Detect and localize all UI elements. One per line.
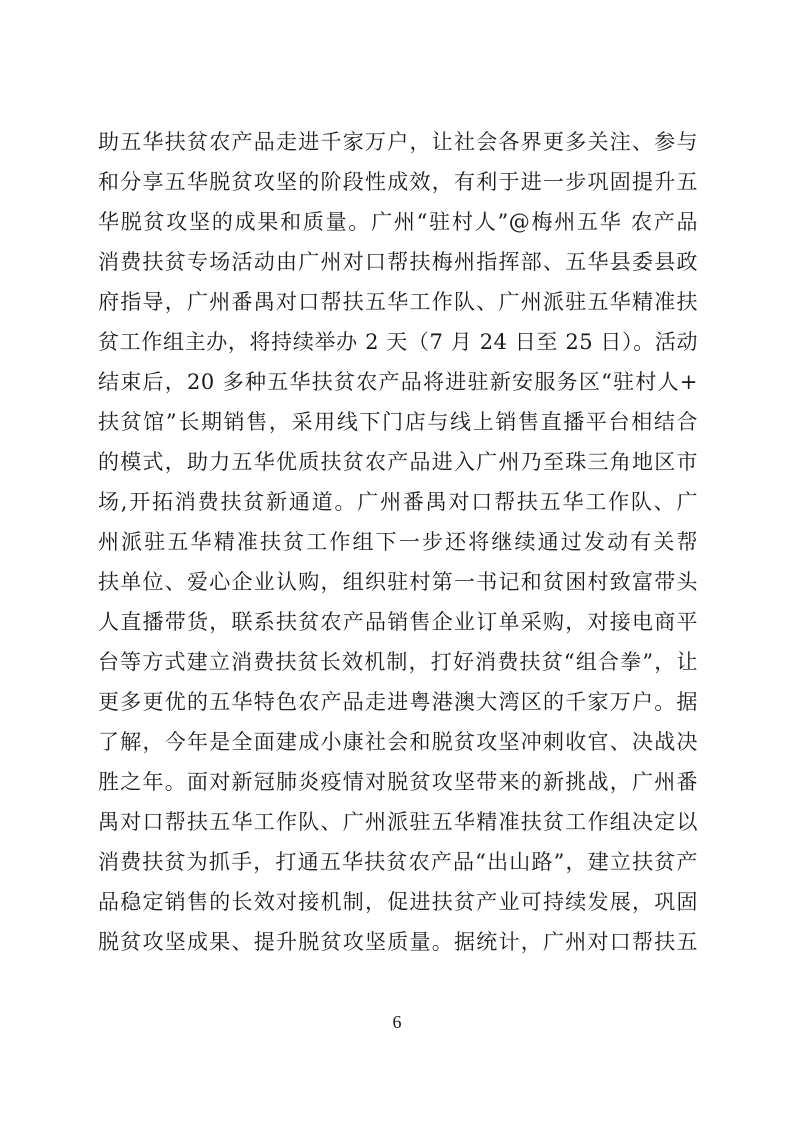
text-line: 胜之年。面对新冠肺炎疫情对脱贫攻坚带来的新挑战，广州番 (98, 770, 698, 794)
body-text (98, 122, 698, 962)
text-line: 台等方式建立消费扶贫长效机制，打好消费扶贫“组合拳”，让 (98, 650, 698, 674)
text-line: 消费扶贫专场活动由广州对口帮扶梅州指挥部、五华县委县政 (98, 250, 698, 274)
text-line: 助五华扶贫农产品走进千家万户，让社会各界更多关注、参与 (98, 130, 698, 154)
text-line: 了解，今年是全面建成小康社会和脱贫攻坚冲刺收官、决战决 (98, 730, 698, 754)
text-line: 和分享五华脱贫攻坚的阶段性成效，有利于进一步巩固提升五 (98, 170, 698, 194)
text-line: 禺对口帮扶五华工作队、广州派驻五华精准扶贫工作组决定以 (98, 810, 698, 834)
text-line: 贫工作组主办，将持续举办 2 天（7 月 24 日至 25 日）。活动 (98, 330, 698, 354)
text-line: 场,开拓消费扶贫新通道。广州番禺对口帮扶五华工作队、广 (98, 490, 698, 514)
text-line: 华脱贫攻坚的成果和质量。广州“驻村人”@梅州五华 农产品 (98, 210, 698, 234)
text-line: 扶贫馆”长期销售，采用线下门店与线上销售直播平台相结合 (98, 410, 698, 434)
text-line: 消费扶贫为抓手，打通五华扶贫农产品“出山路”，建立扶贫产 (98, 850, 698, 874)
text-line: 府指导，广州番禺对口帮扶五华工作队、广州派驻五华精准扶 (98, 290, 698, 314)
text-line: 品稳定销售的长效对接机制，促进扶贫产业可持续发展，巩固 (98, 890, 698, 914)
text-line: 脱贫攻坚成果、提升脱贫攻坚质量。据统计，广州对口帮扶五 (98, 930, 698, 954)
text-line: 更多更优的五华特色农产品走进粤港澳大湾区的千家万户。据 (98, 690, 698, 714)
text-line: 扶单位、爱心企业认购，组织驻村第一书记和贫困村致富带头 (98, 570, 698, 594)
text-line: 州派驻五华精准扶贫工作组下一步还将继续通过发动有关帮 (98, 530, 698, 554)
text-line: 人直播带货，联系扶贫农产品销售企业订单采购，对接电商平 (98, 610, 698, 634)
page-number: 6 (392, 1012, 402, 1032)
text-line: 的模式，助力五华优质扶贫农产品进入广州乃至珠三角地区市 (98, 450, 698, 474)
text-line: 结束后，20 多种五华扶贫农产品将进驻新安服务区“驻村人+ (98, 370, 698, 394)
